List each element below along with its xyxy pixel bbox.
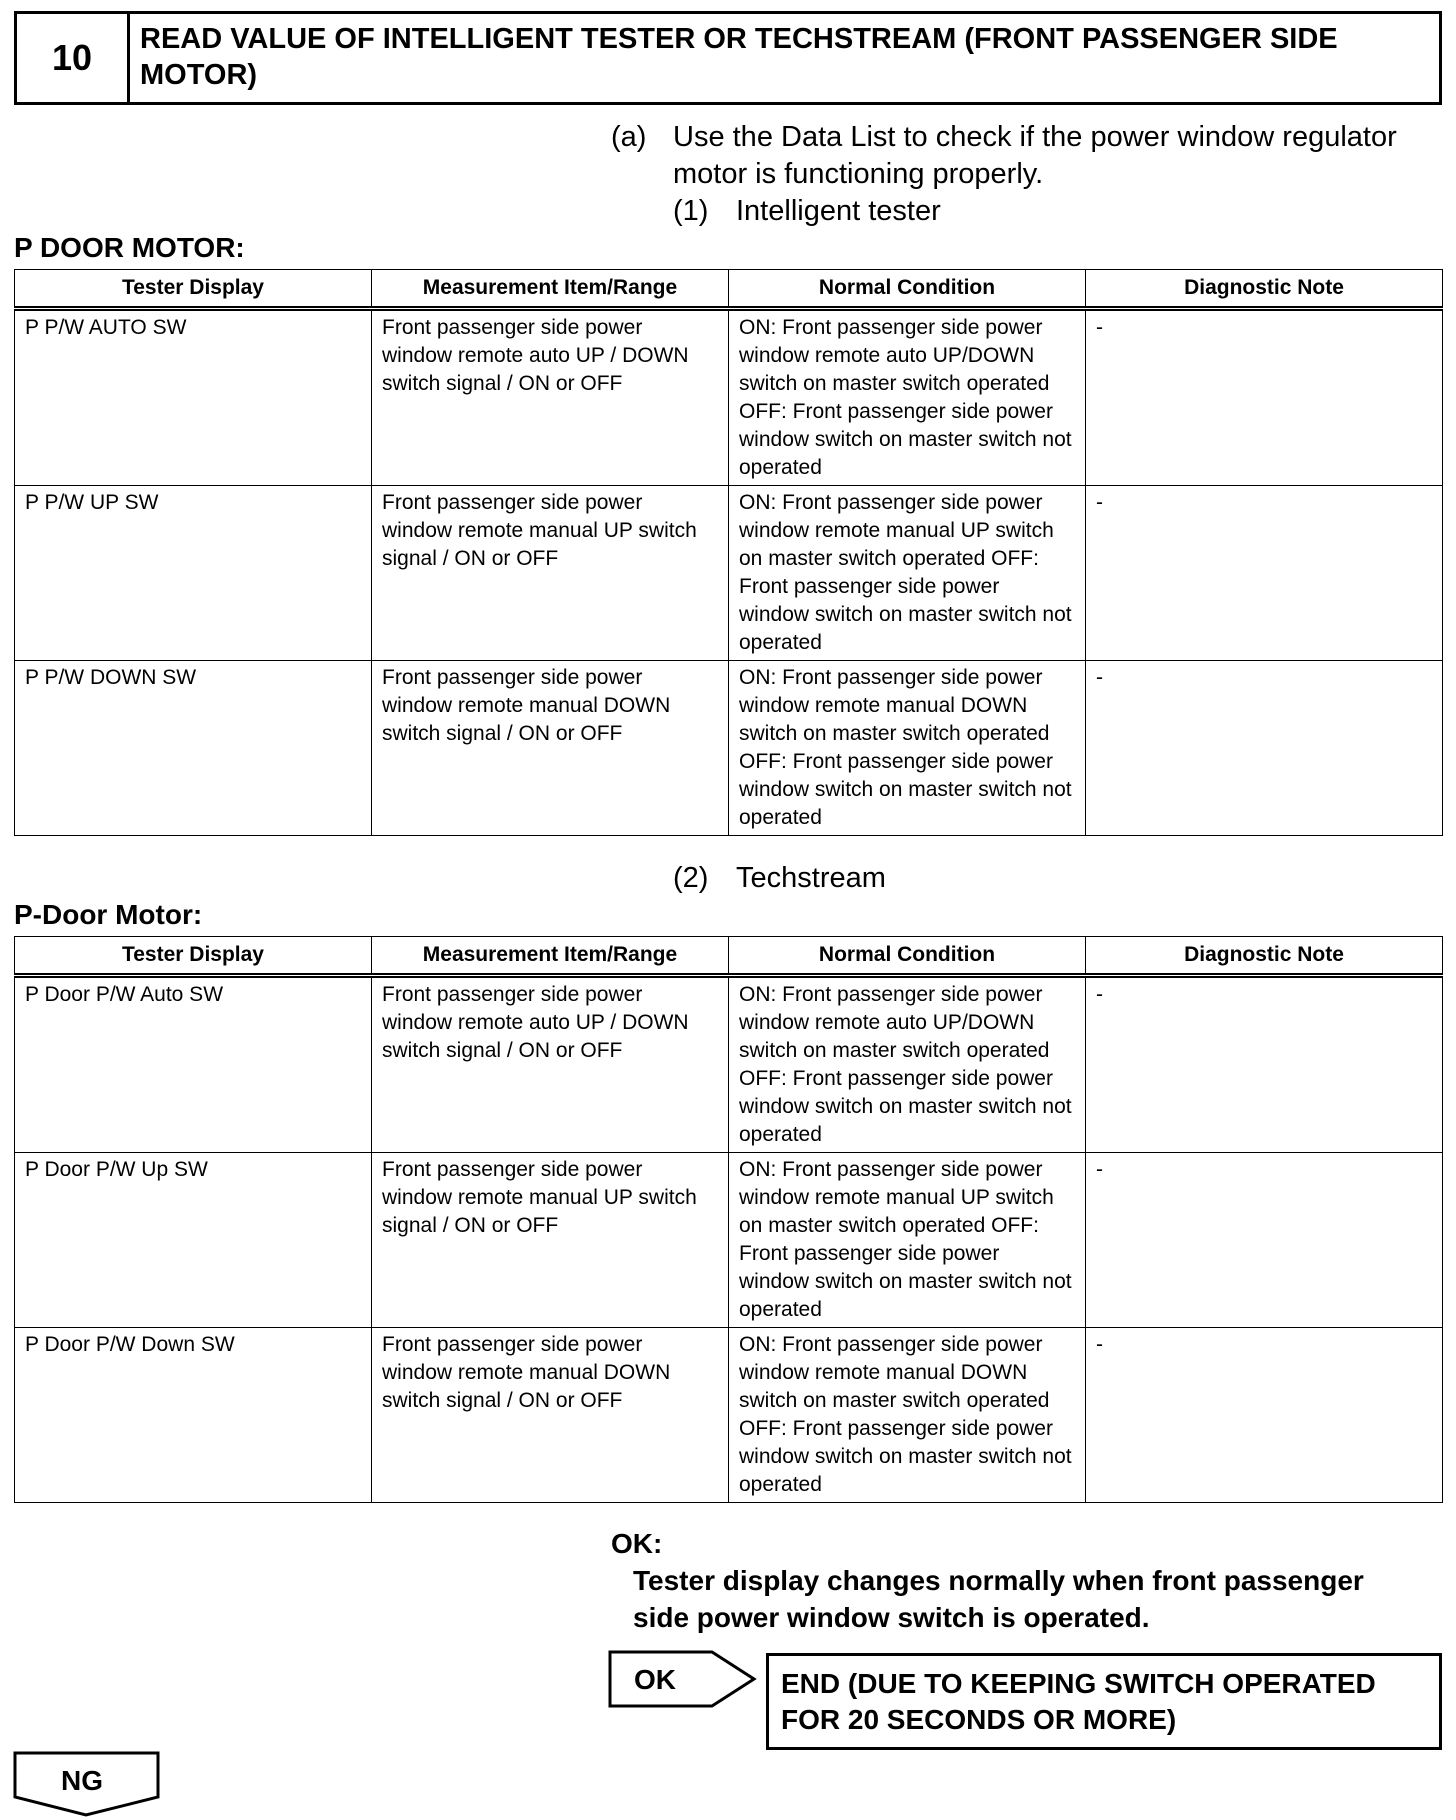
cell-tester-display: P Door P/W Auto SW xyxy=(15,976,372,1153)
table-header-row xyxy=(15,270,1443,309)
header-normal-condition: Normal Condition xyxy=(729,270,1086,309)
table-row xyxy=(15,661,1443,836)
data-list-table-1 xyxy=(14,269,1443,836)
step-header xyxy=(14,11,1442,105)
table-row xyxy=(15,976,1443,1153)
instruction-a-marker: (a) xyxy=(611,121,647,153)
cell-diagnostic-note: - xyxy=(1086,486,1443,661)
cell-diagnostic-note: - xyxy=(1086,1153,1443,1328)
header-tester-display: Tester Display xyxy=(15,937,372,976)
cell-diagnostic-note: - xyxy=(1086,1328,1443,1503)
ok-criteria-line1: Tester display changes normally when front passenger xyxy=(633,1565,1364,1596)
data-list-table-2 xyxy=(14,936,1443,1503)
end-result-box xyxy=(766,1653,1442,1750)
ok-arrow-label: OK xyxy=(634,1664,676,1695)
cell-tester-display: P P/W DOWN SW xyxy=(15,661,372,836)
cell-normal-condition: ON: Front passenger side power window remote auto UP/DOWN switch on master switch operated OFF: Front passenger side power window switch on master switch not operated xyxy=(729,976,1086,1153)
instruction-a-line1: Use the Data List to check if the power window regulator xyxy=(673,121,1397,153)
table-header-row xyxy=(15,937,1443,976)
table-row xyxy=(15,1328,1443,1503)
cell-tester-display: P P/W AUTO SW xyxy=(15,309,372,486)
header-measurement: Measurement Item/Range xyxy=(372,937,729,976)
header-tester-display: Tester Display xyxy=(15,270,372,309)
step1-text: Intelligent tester xyxy=(736,195,941,227)
cell-normal-condition: ON: Front passenger side power window remote manual UP switch on master switch operated OFF: Front passenger side power window switch on master switch not operated xyxy=(729,486,1086,661)
cell-diagnostic-note: - xyxy=(1086,309,1443,486)
ok-criteria-line2: side power window switch is operated. xyxy=(633,1602,1150,1633)
end-result-line2: FOR 20 SECONDS OR MORE) xyxy=(781,1704,1177,1735)
cell-tester-display: P Door P/W Up SW xyxy=(15,1153,372,1328)
header-diagnostic-note: Diagnostic Note xyxy=(1086,270,1443,309)
step2-marker: (2) xyxy=(673,862,709,894)
cell-diagnostic-note: - xyxy=(1086,976,1443,1153)
cell-diagnostic-note: - xyxy=(1086,661,1443,836)
step1-marker: (1) xyxy=(673,195,709,227)
cell-measurement: Front passenger side power window remote auto UP / DOWN switch signal / ON or OFF xyxy=(372,976,729,1153)
cell-normal-condition: ON: Front passenger side power window remote auto UP/DOWN switch on master switch operated OFF: Front passenger side power window switch on master switch not operated xyxy=(729,309,1086,486)
cell-measurement: Front passenger side power window remote manual UP switch signal / ON or OFF xyxy=(372,1153,729,1328)
header-diagnostic-note: Diagnostic Note xyxy=(1086,937,1443,976)
table-row xyxy=(15,486,1443,661)
cell-normal-condition: ON: Front passenger side power window remote manual UP switch on master switch operated OFF: Front passenger side power window switch on master switch not operated xyxy=(729,1153,1086,1328)
table1-title: P DOOR MOTOR: xyxy=(14,232,245,263)
ng-arrow-icon xyxy=(13,1751,161,1817)
instruction-a-line2: motor is functioning properly. xyxy=(673,158,1044,190)
cell-measurement: Front passenger side power window remote manual DOWN switch signal / ON or OFF xyxy=(372,661,729,836)
header-normal-condition: Normal Condition xyxy=(729,937,1086,976)
cell-normal-condition: ON: Front passenger side power window remote manual DOWN switch on master switch operated OFF: Front passenger side power window switch on master switch not operated xyxy=(729,661,1086,836)
table-row xyxy=(15,1153,1443,1328)
cell-measurement: Front passenger side power window remote manual UP switch signal / ON or OFF xyxy=(372,486,729,661)
cell-tester-display: P P/W UP SW xyxy=(15,486,372,661)
cell-measurement: Front passenger side power window remote manual DOWN switch signal / ON or OFF xyxy=(372,1328,729,1503)
step2-text: Techstream xyxy=(736,862,886,894)
end-result-line1: END (DUE TO KEEPING SWITCH OPERATED xyxy=(781,1668,1376,1699)
step-title: READ VALUE OF INTELLIGENT TESTER OR TECHSTREAM (FRONT PASSENGER SIDE MOTOR) xyxy=(140,23,1338,91)
ok-arrow-icon xyxy=(608,1650,758,1708)
table2-title: P-Door Motor: xyxy=(14,899,203,930)
table-row xyxy=(15,309,1443,486)
cell-tester-display: P Door P/W Down SW xyxy=(15,1328,372,1503)
ok-criteria-label: OK: xyxy=(611,1528,663,1559)
step-number: 10 xyxy=(17,14,130,102)
ng-arrow-label: NG xyxy=(61,1765,103,1796)
header-measurement: Measurement Item/Range xyxy=(372,270,729,309)
cell-normal-condition: ON: Front passenger side power window remote manual DOWN switch on master switch operated OFF: Front passenger side power window switch on master switch not operated xyxy=(729,1328,1086,1503)
cell-measurement: Front passenger side power window remote auto UP / DOWN switch signal / ON or OFF xyxy=(372,309,729,486)
